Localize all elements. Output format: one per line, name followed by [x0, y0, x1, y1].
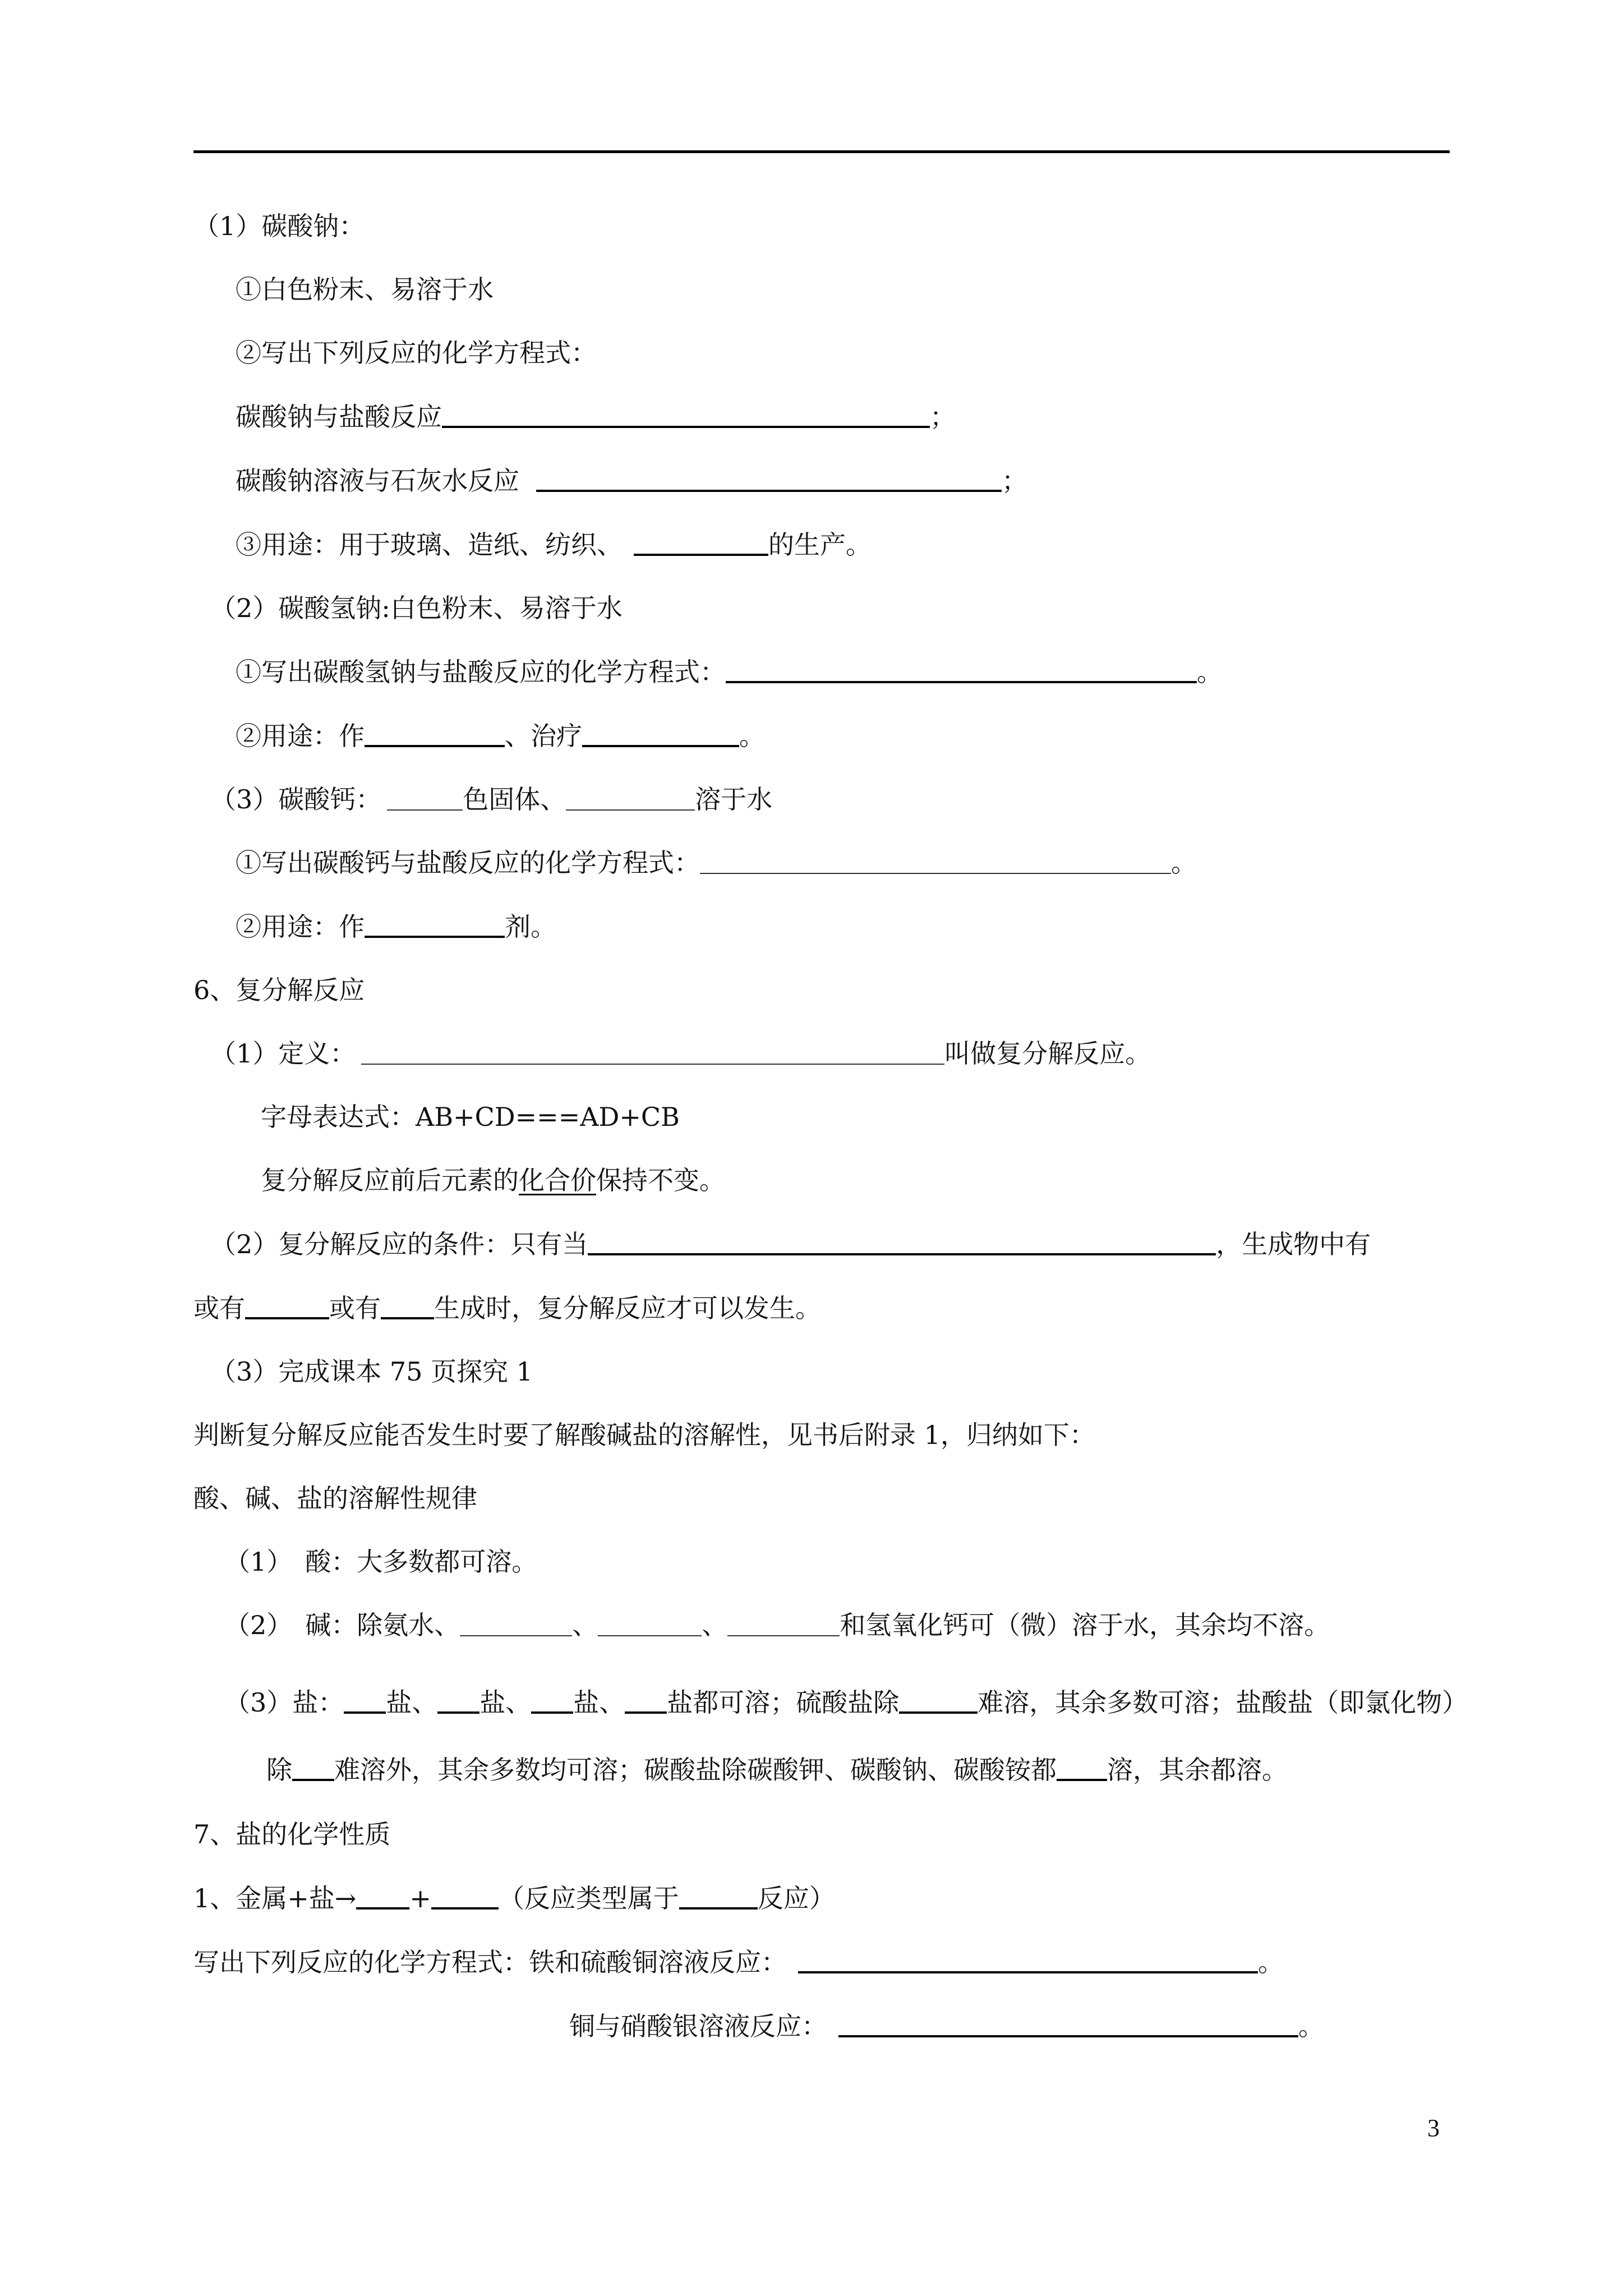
- line-text: 6、复分解反应: [193, 975, 365, 1005]
- line: [193, 843, 1478, 882]
- section-double-decomposition: [193, 970, 1478, 1010]
- line-text: 叫做复分解反应。: [944, 1038, 1151, 1069]
- answer-blank[interactable]: [625, 1682, 667, 1714]
- line: [224, 1669, 1472, 1803]
- line: [193, 524, 1478, 564]
- answer-blank[interactable]: [838, 2006, 1298, 2037]
- line-text: 反应）: [757, 1883, 835, 1913]
- answer-blank[interactable]: [365, 907, 505, 938]
- line: [193, 1352, 1478, 1391]
- answer-blank[interactable]: [460, 1606, 572, 1636]
- answer-blank[interactable]: [531, 1682, 573, 1714]
- section-sodium-bicarbonate: [193, 588, 1478, 628]
- page-number: 3: [1427, 2114, 1440, 2142]
- line-text: 写出下列反应的化学方程式：铁和硫酸铜溶液反应：: [193, 1947, 787, 1977]
- answer-blank[interactable]: [365, 716, 505, 747]
- line: [193, 1878, 1478, 1918]
- underlined-term: 化合价: [519, 1165, 596, 1195]
- answer-blank[interactable]: [245, 1288, 329, 1319]
- answer-blank[interactable]: [588, 1224, 1216, 1255]
- answer-blank[interactable]: [582, 716, 739, 747]
- answer-blank[interactable]: [361, 1034, 944, 1065]
- answer-blank[interactable]: [727, 1606, 840, 1636]
- line: [193, 716, 1478, 756]
- line-text: （1） 酸：大多数都可溶。: [224, 1547, 538, 1577]
- line: [193, 1415, 1478, 1455]
- line-text: 、治疗: [505, 721, 582, 751]
- line-text: （反应类型属于: [498, 1883, 679, 1913]
- line: [193, 270, 1478, 309]
- line-text: （2）复分解反应的条件：只有当: [210, 1229, 588, 1259]
- line-text: 盐都可溶；硫酸盐除: [667, 1687, 900, 1718]
- line: [193, 461, 1478, 500]
- line: [193, 1542, 1478, 1581]
- line: [193, 2006, 1478, 2046]
- answer-blank[interactable]: [566, 780, 695, 811]
- line-text: 、: [572, 1610, 598, 1640]
- line-text: 碳酸钠溶液与石灰水反应: [236, 466, 519, 496]
- line-text: ②写出下列反应的化学方程式：: [236, 338, 597, 368]
- line-text: 溶于水: [695, 784, 773, 815]
- line-text: 盐、: [386, 1687, 438, 1718]
- line-text: 溶，其余都溶。: [1107, 1755, 1288, 1785]
- line-text: （2）碳酸氢钠:白色粉末、易溶于水: [210, 593, 623, 623]
- line: [193, 1097, 1478, 1137]
- line-text: 、: [702, 1610, 728, 1640]
- line: [193, 907, 1478, 946]
- answer-blank[interactable]: [387, 780, 463, 811]
- line-text: 生成时，复分解反应才可以发生。: [434, 1293, 821, 1323]
- line-text: ②用途：作: [236, 721, 365, 751]
- line-text: 1、金属+盐→: [193, 1883, 357, 1913]
- line-text: +: [409, 1883, 431, 1913]
- line-text: 判断复分解反应能否发生时要了解酸碱盐的溶解性，见书后附录 1，归纳如下：: [193, 1420, 1095, 1450]
- line: [193, 1288, 1478, 1328]
- line-text: 盐、: [573, 1687, 625, 1718]
- header-rule: [193, 150, 1450, 153]
- line-text: 酸、碱、盐的溶解性规律: [193, 1483, 477, 1513]
- line-text: ②用途：作: [236, 912, 365, 942]
- section-solubility-rules: [193, 1479, 1478, 1518]
- line-text: ①写出碳酸钙与盐酸反应的化学方程式：: [236, 848, 700, 878]
- line-text: 和氢氧化钙可（微）溶于水，其余均不溶。: [840, 1610, 1330, 1640]
- answer-blank[interactable]: [598, 1606, 702, 1636]
- line-text: ；: [1002, 466, 1027, 496]
- answer-blank[interactable]: [798, 1942, 1258, 1973]
- answer-blank[interactable]: [634, 524, 768, 556]
- line-text: 铜与硝酸银溶液反应：: [569, 2011, 827, 2041]
- answer-blank[interactable]: [356, 1878, 409, 1910]
- section-sodium-carbonate: [193, 206, 1478, 246]
- line-text: 。: [1197, 657, 1223, 687]
- line-text: ；: [930, 402, 956, 432]
- line-text: （3）完成课本 75 页探究 1: [210, 1356, 533, 1387]
- answer-blank[interactable]: [344, 1682, 386, 1714]
- answer-blank[interactable]: [1057, 1750, 1107, 1781]
- line-text: 难溶外，其余多数均可溶；碳酸盐除碳酸钾、碳酸钠、碳酸铵都: [334, 1755, 1057, 1785]
- line-text: 保持不变。: [596, 1165, 725, 1195]
- line-text: （2） 碱：除氨水、: [224, 1610, 460, 1640]
- line: [193, 1161, 1478, 1200]
- answer-blank[interactable]: [899, 1682, 978, 1714]
- line-text: 的生产。: [768, 530, 872, 560]
- line-text: 。: [1171, 848, 1197, 878]
- answer-blank[interactable]: [292, 1750, 334, 1781]
- line-text: （3）碳酸钙：: [210, 784, 382, 815]
- line-text: ①写出碳酸氢钠与盐酸反应的化学方程式：: [236, 657, 726, 687]
- line-text: ③用途：用于玻璃、造纸、纺织、: [236, 530, 623, 560]
- answer-blank[interactable]: [381, 1288, 434, 1319]
- answer-blank[interactable]: [442, 397, 930, 428]
- line-text: 。: [1258, 1947, 1284, 1977]
- line-text: 色固体、: [463, 784, 566, 815]
- line-text: （1）定义：: [210, 1038, 356, 1069]
- line-text: ①白色粉末、易溶于水: [236, 274, 494, 305]
- line-text: （3）盐：: [224, 1687, 344, 1718]
- answer-blank[interactable]: [437, 1682, 479, 1714]
- line: [193, 1224, 1478, 1264]
- line-text: 。: [739, 721, 765, 751]
- line: [193, 1034, 1478, 1073]
- line: [193, 1605, 1478, 1645]
- line-text: 。: [1298, 2011, 1324, 2041]
- answer-blank[interactable]: [700, 844, 1171, 874]
- answer-blank[interactable]: [536, 461, 1002, 492]
- line: [193, 1942, 1478, 1982]
- line-text: （1）碳酸钠：: [193, 211, 365, 241]
- line-text: ，生成物中有: [1216, 1229, 1371, 1259]
- line: [193, 333, 1478, 372]
- line-text: 复分解反应前后元素的: [261, 1165, 519, 1195]
- section-salt-chemical-properties: [193, 1815, 1478, 1854]
- line-text: 难溶，其余多数可溶；盐酸盐（即氯化物）除: [266, 1687, 1468, 1785]
- line-text: 剂。: [505, 912, 556, 942]
- answer-blank[interactable]: [679, 1878, 758, 1910]
- answer-blank[interactable]: [726, 652, 1197, 683]
- section-calcium-carbonate: [193, 780, 1478, 819]
- answer-blank[interactable]: [431, 1878, 499, 1910]
- line-text: 盐、: [479, 1687, 532, 1718]
- line: [193, 397, 1478, 436]
- line-text: 或有: [193, 1293, 245, 1323]
- line-text: 或有: [329, 1293, 381, 1323]
- worksheet-body: [193, 206, 1478, 2070]
- line-text: 碳酸钠与盐酸反应: [236, 402, 442, 432]
- line-text: 7、盐的化学性质: [193, 1819, 391, 1849]
- line-text: 字母表达式：AB+CD===AD+CB: [261, 1102, 680, 1132]
- line: [193, 652, 1478, 692]
